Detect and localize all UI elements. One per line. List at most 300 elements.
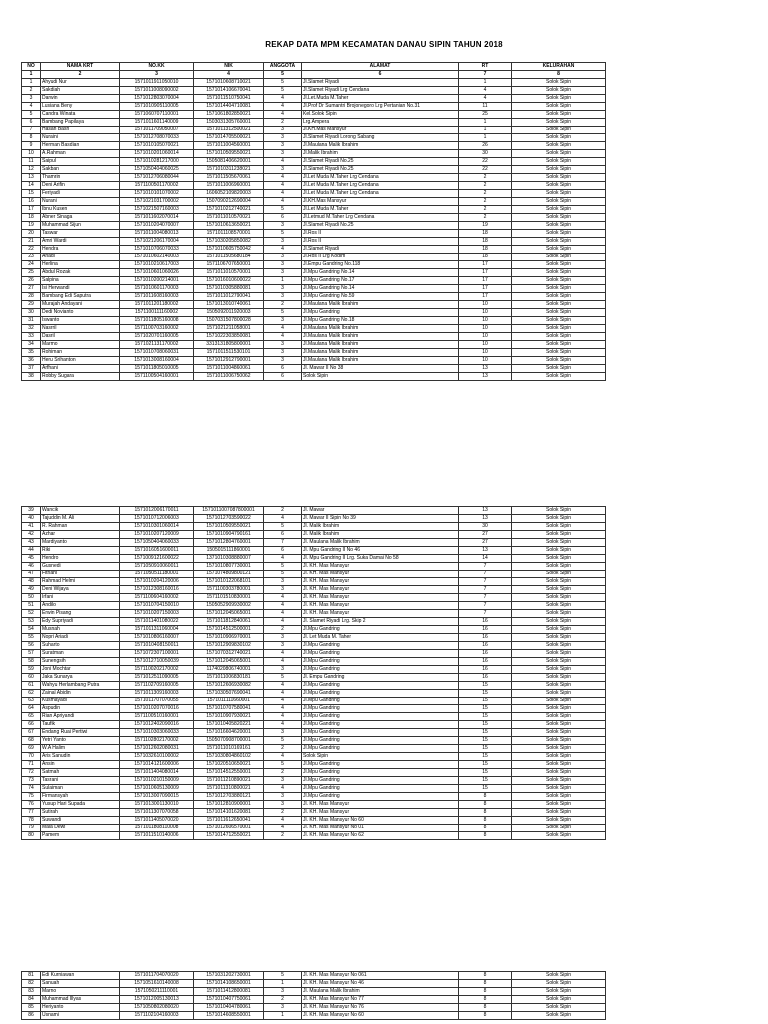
header-row xyxy=(22,63,606,71)
cell-kelurahan: Solok Sipin xyxy=(512,94,606,102)
cell-rt: 8 xyxy=(459,1011,512,1019)
table-row xyxy=(22,1011,606,1019)
cell-kelurahan: Solok Sipin xyxy=(512,126,606,134)
cell-rt: 8 xyxy=(459,824,512,832)
cell-nik: 1571012045065001 xyxy=(194,657,264,665)
cell-nama-krt: Suwandi xyxy=(41,816,120,824)
table-row xyxy=(22,554,606,562)
cell-nik: 1571011210890021 xyxy=(194,776,264,784)
cell-rt: 7 xyxy=(459,562,512,570)
cell-no-kk: 1571010708060031 xyxy=(120,348,194,356)
cell-nama-krt: Candra Winata xyxy=(41,110,120,118)
cell-nik: 1571014512500001 xyxy=(194,626,264,634)
cell-no: 58 xyxy=(22,657,41,665)
cell-nama-krt: Tajuddin M. Ali xyxy=(41,514,120,522)
header-number: 3 xyxy=(120,70,194,78)
cell-anggota: 4 xyxy=(264,689,302,697)
cell-nama-krt: Muhammad Illyas xyxy=(41,995,120,1003)
cell-no: 31 xyxy=(22,317,41,325)
cell-rt: 1 xyxy=(459,126,512,134)
cell-no-kk: 1571010601170003 xyxy=(120,285,194,293)
cell-kelurahan: Solok Sipin xyxy=(512,78,606,86)
cell-rt: 8 xyxy=(459,972,512,980)
cell-no-kk: 1571010207070016 xyxy=(120,705,194,713)
cell-anggota: 3 xyxy=(264,285,302,293)
cell-nama-krt: Sulaiman xyxy=(41,784,120,792)
cell-no-kk: 1571010101070002 xyxy=(120,190,194,198)
cell-nama-krt: Nuraini xyxy=(41,134,120,142)
cell-no-kk: 1571013007090015 xyxy=(120,792,194,800)
cell-nik: 1571014712550021 xyxy=(194,832,264,840)
cell-anggota: 1 xyxy=(264,1011,302,1019)
cell-kelurahan: Solok Sipin xyxy=(512,538,606,546)
cell-nama-krt: Riki xyxy=(41,546,120,554)
cell-anggota: 6 xyxy=(264,546,302,554)
cell-nik: 1571010707580041 xyxy=(194,705,264,713)
cell-kelurahan: Solok Sipin xyxy=(512,979,606,987)
header-anggota: ANGGOTA xyxy=(264,63,302,71)
cell-anggota: 3 xyxy=(264,261,302,269)
cell-nama-krt: Rian Apriyandi xyxy=(41,713,120,721)
cell-no-kk: 1571100501170002 xyxy=(120,182,194,190)
cell-no: 80 xyxy=(22,832,41,840)
cell-no-kk: 1571010301060014 xyxy=(120,522,194,530)
cell-kelurahan: Solok Sipin xyxy=(512,586,606,594)
cell-anggota: 3 xyxy=(264,293,302,301)
cell-no-kk: 1571011707070055 xyxy=(120,697,194,705)
cell-nik: 1571070312740021 xyxy=(194,649,264,657)
cell-anggota: 6 xyxy=(264,530,302,538)
table-row xyxy=(22,205,606,213)
cell-nama-krt: Nurani xyxy=(41,197,120,205)
cell-no: 60 xyxy=(22,673,41,681)
cell-anggota: 4 xyxy=(264,94,302,102)
cell-nik: 1571022303850081 xyxy=(194,332,264,340)
cell-nik: 1571011812840061 xyxy=(194,618,264,626)
cell-nama-krt: Kusmayadi xyxy=(41,697,120,705)
cell-nik: 1571010407750061 xyxy=(194,995,264,1003)
table-row xyxy=(22,514,606,522)
cell-rt: 18 xyxy=(459,237,512,245)
cell-nik: 1571010509550021 xyxy=(194,522,264,530)
cell-no: 18 xyxy=(22,213,41,221)
cell-nik: 1571016604620001 xyxy=(194,729,264,737)
table-row xyxy=(22,657,606,665)
cell-nama-krt: Nopri Ariadi xyxy=(41,634,120,642)
cell-alamat: Jl. KH. Mas Mansyur No 77 xyxy=(302,995,459,1003)
cell-anggota: 4 xyxy=(264,245,302,253)
cell-nama-krt: Zainal Abidin xyxy=(41,689,120,697)
cell-anggota: 3 xyxy=(264,348,302,356)
cell-kelurahan: Solok Sipin xyxy=(512,134,606,142)
cell-rt: 16 xyxy=(459,657,512,665)
cell-nik: 1571014101620081 xyxy=(194,808,264,816)
cell-kelurahan: Solok Sipin xyxy=(512,364,606,372)
cell-no-kk: 1571072307100001 xyxy=(120,649,194,657)
cell-nama-krt: Mardiyanto xyxy=(41,538,120,546)
cell-nama-krt: Sutirah xyxy=(41,808,120,816)
cell-nama-krt: Heriyanto xyxy=(41,1003,120,1011)
cell-nama-krt: Herlina xyxy=(41,261,120,269)
cell-nama-krt: Joni Mochtar xyxy=(41,665,120,673)
cell-no-kk: 1571011602070014 xyxy=(120,213,194,221)
cell-no: 4 xyxy=(22,102,41,110)
cell-anggota: 6 xyxy=(264,213,302,221)
cell-no: 78 xyxy=(22,816,41,824)
table-row xyxy=(22,586,606,594)
cell-anggota: 2 xyxy=(264,626,302,634)
cell-nama-krt: Heru Srihanton xyxy=(41,356,120,364)
table-row xyxy=(22,800,606,808)
cell-nik: 1571011010570021 xyxy=(194,213,264,221)
cell-rt: 22 xyxy=(459,158,512,166)
cell-no: 44 xyxy=(22,546,41,554)
cell-no-kk: 1571011709050007 xyxy=(120,126,194,134)
cell-no: 51 xyxy=(22,602,41,610)
table-row xyxy=(22,166,606,174)
cell-alamat: Jl.KH.Mas Mansyur xyxy=(302,126,459,134)
cell-no-kk: 1571100703160002 xyxy=(120,324,194,332)
cell-kelurahan: Solok Sipin xyxy=(512,293,606,301)
cell-no-kk: 1571013008160004 xyxy=(120,356,194,364)
header-number: 4 xyxy=(194,70,264,78)
cell-nik: 1571011004860061 xyxy=(194,364,264,372)
cell-alamat: Jl.Mpu Gandring No.17 xyxy=(302,277,459,285)
cell-kelurahan: Solok Sipin xyxy=(512,332,606,340)
table-row xyxy=(22,641,606,649)
cell-anggota: 4 xyxy=(264,174,302,182)
cell-alamat: Jl.Let Muda M.Taher xyxy=(302,205,459,213)
table-row xyxy=(22,634,606,642)
table-row xyxy=(22,824,606,832)
cell-rt: 19 xyxy=(459,221,512,229)
cell-no: 5 xyxy=(22,110,41,118)
cell-nik: 1571011111660001 xyxy=(194,697,264,705)
cell-kelurahan: Solok Sipin xyxy=(512,1011,606,1019)
cell-no: 84 xyxy=(22,995,41,1003)
cell-kelurahan: Solok Sipin xyxy=(512,562,606,570)
table-row xyxy=(22,816,606,824)
cell-no: 21 xyxy=(22,237,41,245)
cell-no-kk: 1571050511180001 xyxy=(120,570,194,578)
cell-anggota: 2 xyxy=(264,301,302,309)
cell-no-kk: 1571010210150009 xyxy=(120,776,194,784)
cell-nama-krt: Abner Sinaga xyxy=(41,213,120,221)
cell-nama-krt: Bambang Papilaya xyxy=(41,118,120,126)
cell-anggota: 4 xyxy=(264,332,302,340)
cell-kelurahan: Solok Sipin xyxy=(512,602,606,610)
table-row xyxy=(22,158,606,166)
cell-kelurahan: Solok Sipin xyxy=(512,792,606,800)
cell-kelurahan: Solok Sipin xyxy=(512,197,606,205)
cell-anggota: 4 xyxy=(264,110,302,118)
cell-no-kk: 1571050404060033 xyxy=(120,538,194,546)
cell-nik: 1571014512550001 xyxy=(194,768,264,776)
header-number: 7 xyxy=(459,70,512,78)
cell-anggota: 3 xyxy=(264,634,302,642)
cell-anggota: 4 xyxy=(264,824,302,832)
cell-alamat: Kel.Solok Sipin xyxy=(302,110,459,118)
cell-no-kk: 1571011004080013 xyxy=(120,229,194,237)
cell-no-kk: 1571016051600011 xyxy=(120,546,194,554)
cell-nik: 1571010122068101 xyxy=(194,578,264,586)
cell-alamat: Jl.Mpu Gandring xyxy=(302,745,459,753)
cell-alamat: Jl. KH. Mas Mansyur xyxy=(302,570,459,578)
table-row xyxy=(22,721,606,729)
cell-nik: 1571101510830001 xyxy=(194,594,264,602)
cell-no-kk: 1571012706080044 xyxy=(120,174,194,182)
cell-anggota: 5 xyxy=(264,737,302,745)
cell-nama-krt: Salpina xyxy=(41,277,120,285)
cell-kelurahan: Solok Sipin xyxy=(512,530,606,538)
cell-no-kk: 1571010605130009 xyxy=(120,784,194,792)
cell-no-kk: 1571012708070033 xyxy=(120,134,194,142)
cell-nama-krt: Andilo xyxy=(41,602,120,610)
cell-nik: 1571014404710081 xyxy=(194,102,264,110)
cell-no: 70 xyxy=(22,753,41,761)
cell-rt: 13 xyxy=(459,364,512,372)
cell-rt: 8 xyxy=(459,816,512,824)
cell-kelurahan: Solok Sipin xyxy=(512,784,606,792)
header-nama-krt: NAMA KRT xyxy=(41,63,120,71)
cell-anggota: 1 xyxy=(264,979,302,987)
cell-no-kk: 1571010806160007 xyxy=(120,634,194,642)
cell-no: 28 xyxy=(22,293,41,301)
cell-no-kk: 1571010602140003 xyxy=(120,253,194,261)
cell-rt: 2 xyxy=(459,205,512,213)
cell-nik: 1571011012790041 xyxy=(194,293,264,301)
cell-nama-krt: Darwin xyxy=(41,94,120,102)
cell-anggota: 3 xyxy=(264,987,302,995)
cell-alamat: Jl.Maulana Malik Ibrahim xyxy=(302,356,459,364)
cell-anggota: 3 xyxy=(264,776,302,784)
cell-nik: 1571011310800021 xyxy=(194,784,264,792)
cell-nik: 1571106707650001 xyxy=(194,261,264,269)
table-row xyxy=(22,237,606,245)
table-body xyxy=(22,78,606,380)
cell-kelurahan: Solok Sipin xyxy=(512,721,606,729)
cell-nama-krt: Dedi Novianto xyxy=(41,309,120,317)
cell-alamat: Jl. KH. Mas Mansyur No 60 xyxy=(302,816,459,824)
cell-rt: 1 xyxy=(459,78,512,86)
cell-rt: 8 xyxy=(459,808,512,816)
cell-no: 20 xyxy=(22,229,41,237)
cell-no: 55 xyxy=(22,634,41,642)
cell-nama-krt: Aris Sanudin xyxy=(41,753,120,761)
cell-nama-krt: Fitriani xyxy=(41,570,120,578)
cell-nama-krt: Hendro xyxy=(41,554,120,562)
cell-no: 81 xyxy=(22,972,41,980)
table-body xyxy=(22,507,606,840)
table-row xyxy=(22,987,606,995)
cell-nama-krt: Suratman xyxy=(41,649,120,657)
cell-kelurahan: Solok Sipin xyxy=(512,245,606,253)
data-table-block-1 xyxy=(21,62,606,381)
cell-alamat: Jl. Mawar xyxy=(302,507,459,515)
cell-rt: 8 xyxy=(459,800,512,808)
cell-no: 24 xyxy=(22,261,41,269)
cell-no: 57 xyxy=(22,649,41,657)
cell-no-kk: 1571010712006003 xyxy=(120,514,194,522)
cell-no-kk: 1571100202170002 xyxy=(120,665,194,673)
cell-kelurahan: Solok Sipin xyxy=(512,213,606,221)
cell-no: 65 xyxy=(22,713,41,721)
cell-no-kk: 1571010210617003 xyxy=(120,261,194,269)
cell-anggota: 4 xyxy=(264,197,302,205)
cell-no: 42 xyxy=(22,530,41,538)
cell-anggota: 3 xyxy=(264,578,302,586)
cell-nama-krt: Azhar xyxy=(41,530,120,538)
cell-kelurahan: Solok Sipin xyxy=(512,808,606,816)
cell-alamat: Jl. KH. Mas Mansyur No 46 xyxy=(302,979,459,987)
cell-kelurahan: Solok Sipin xyxy=(512,324,606,332)
cell-rt: 1 xyxy=(459,118,512,126)
table-row xyxy=(22,94,606,102)
table-row xyxy=(22,190,606,198)
cell-nama-krt: Robby Sugara xyxy=(41,372,120,380)
cell-anggota: 3 xyxy=(264,792,302,800)
cell-no: 66 xyxy=(22,721,41,729)
cell-alamat: Jl. KH. Mas Mansyur xyxy=(302,562,459,570)
cell-rt: 11 xyxy=(459,102,512,110)
cell-anggota: 4 xyxy=(264,784,302,792)
cell-nik: 1571011505670061 xyxy=(194,174,264,182)
cell-rt: 14 xyxy=(459,554,512,562)
cell-nik: 1571010605750042 xyxy=(194,245,264,253)
cell-no-kk: 1571011608160003 xyxy=(120,293,194,301)
header-number: 6 xyxy=(302,70,459,78)
data-table-block-2 xyxy=(21,506,606,840)
cell-alamat: Jl.Mpu Gandring xyxy=(302,649,459,657)
cell-nama-krt: Deni Arifin xyxy=(41,182,120,190)
cell-no-kk: 1571102709160005 xyxy=(120,681,194,689)
cell-no: 34 xyxy=(22,340,41,348)
cell-no: 49 xyxy=(22,586,41,594)
cell-kelurahan: Solok Sipin xyxy=(512,522,606,530)
cell-anggota: 3 xyxy=(264,800,302,808)
cell-rt: 15 xyxy=(459,689,512,697)
cell-rt: 2 xyxy=(459,182,512,190)
table-row xyxy=(22,182,606,190)
cell-kelurahan: Solok Sipin xyxy=(512,190,606,198)
table-row xyxy=(22,197,606,205)
cell-nik: 1505052909930002 xyxy=(194,602,264,610)
table-row xyxy=(22,340,606,348)
cell-nik: 1571010509550021 xyxy=(194,150,264,158)
cell-nama-krt: Wahyu Herlambang Putra xyxy=(41,681,120,689)
cell-alamat: Jl.Maulana Malik Ibrahim xyxy=(302,340,459,348)
cell-no-kk: 1571011911050010 xyxy=(120,78,194,86)
cell-anggota: 4 xyxy=(264,697,302,705)
cell-no: 6 xyxy=(22,118,41,126)
cell-no: 29 xyxy=(22,301,41,309)
cell-no-kk: 1571010601060026 xyxy=(120,269,194,277)
table-row xyxy=(22,792,606,800)
cell-rt: 13 xyxy=(459,507,512,515)
cell-nik: 1571012703880121 xyxy=(194,792,264,800)
table-row xyxy=(22,784,606,792)
cell-kelurahan: Solok Sipin xyxy=(512,649,606,657)
cell-anggota: 3 xyxy=(264,134,302,142)
table-row xyxy=(22,301,606,309)
cell-nama-krt: Wancik xyxy=(41,507,120,515)
cell-alamat: Jl. KH. Mas Mansyur No 061 xyxy=(302,972,459,980)
table-row xyxy=(22,768,606,776)
cell-nik: 1505070908700001 xyxy=(194,737,264,745)
cell-kelurahan: Solok Sipin xyxy=(512,594,606,602)
cell-no-kk: 1571060707110001 xyxy=(120,110,194,118)
table-row xyxy=(22,150,606,158)
cell-no: 73 xyxy=(22,776,41,784)
table-row xyxy=(22,538,606,546)
cell-no: 76 xyxy=(22,800,41,808)
cell-nama-krt: Gusnedi xyxy=(41,562,120,570)
cell-no: 79 xyxy=(22,824,41,832)
cell-kelurahan: Solok Sipin xyxy=(512,514,606,522)
cell-anggota: 3 xyxy=(264,340,302,348)
cell-alamat: Jl. KH. Mas Mansyur No 76 xyxy=(302,1003,459,1011)
cell-alamat: Jl.Maulana Malik Ibrahim xyxy=(302,142,459,150)
cell-rt: 7 xyxy=(459,610,512,618)
data-table-block-3 xyxy=(21,971,606,1020)
cell-alamat: Jl.Mpu Gandring No.18 xyxy=(302,317,459,325)
cell-alamat: Solok Sipin xyxy=(302,372,459,380)
cell-rt: 30 xyxy=(459,150,512,158)
cell-no: 63 xyxy=(22,697,41,705)
cell-nama-krt: Hendra xyxy=(41,245,120,253)
cell-anggota: 3 xyxy=(264,665,302,673)
cell-kelurahan: Solok Sipin xyxy=(512,253,606,261)
cell-kelurahan: Solok Sipin xyxy=(512,753,606,761)
header-number: 1 xyxy=(22,70,41,78)
cell-no: 33 xyxy=(22,332,41,340)
cell-kelurahan: Solok Sipin xyxy=(512,745,606,753)
cell-nik: 1571010404780061 xyxy=(194,1003,264,1011)
cell-no-kk: 1571021507160003 xyxy=(120,205,194,213)
cell-alamat: Jl.Letmud M.Taher Lrg Cendana xyxy=(302,213,459,221)
cell-anggota: 3 xyxy=(264,126,302,134)
cell-anggota: 3 xyxy=(264,253,302,261)
cell-kelurahan: Solok Sipin xyxy=(512,356,606,364)
table-row xyxy=(22,832,606,840)
cell-alamat: Jl.Mpu Gandring xyxy=(302,705,459,713)
cell-no: 75 xyxy=(22,792,41,800)
cell-no-kk: 1571011510140006 xyxy=(120,832,194,840)
header-kelurahan: KELURAHAN xyxy=(512,63,606,71)
cell-no-kk: 1571100604160002 xyxy=(120,594,194,602)
cell-alamat: Jl.Slamet Riyadi No.25 xyxy=(302,158,459,166)
table-row xyxy=(22,618,606,626)
cell-anggota: 4 xyxy=(264,602,302,610)
cell-anggota: 5 xyxy=(264,309,302,317)
cell-nik: 1571010904790161 xyxy=(194,530,264,538)
cell-nik: 1507090212690004 xyxy=(194,197,264,205)
cell-nik: 1571010305880081 xyxy=(194,285,264,293)
cell-no: 74 xyxy=(22,784,41,792)
cell-no-kk: 1571012308160016 xyxy=(120,586,194,594)
cell-no-kk: 1571010201060014 xyxy=(120,150,194,158)
cell-nama-krt: Tasrani xyxy=(41,776,120,784)
cell-nama-krt: Rohiman xyxy=(41,348,120,356)
cell-rt: 16 xyxy=(459,618,512,626)
cell-nik: 1571014608550001 xyxy=(194,1011,264,1019)
cell-no: 2 xyxy=(22,86,41,94)
cell-no: 48 xyxy=(22,578,41,586)
cell-nik: 1571011010570001 xyxy=(194,269,264,277)
cell-alamat: Jl.Ros II xyxy=(302,237,459,245)
cell-nama-krt: Satmah xyxy=(41,768,120,776)
table-row xyxy=(22,372,606,380)
